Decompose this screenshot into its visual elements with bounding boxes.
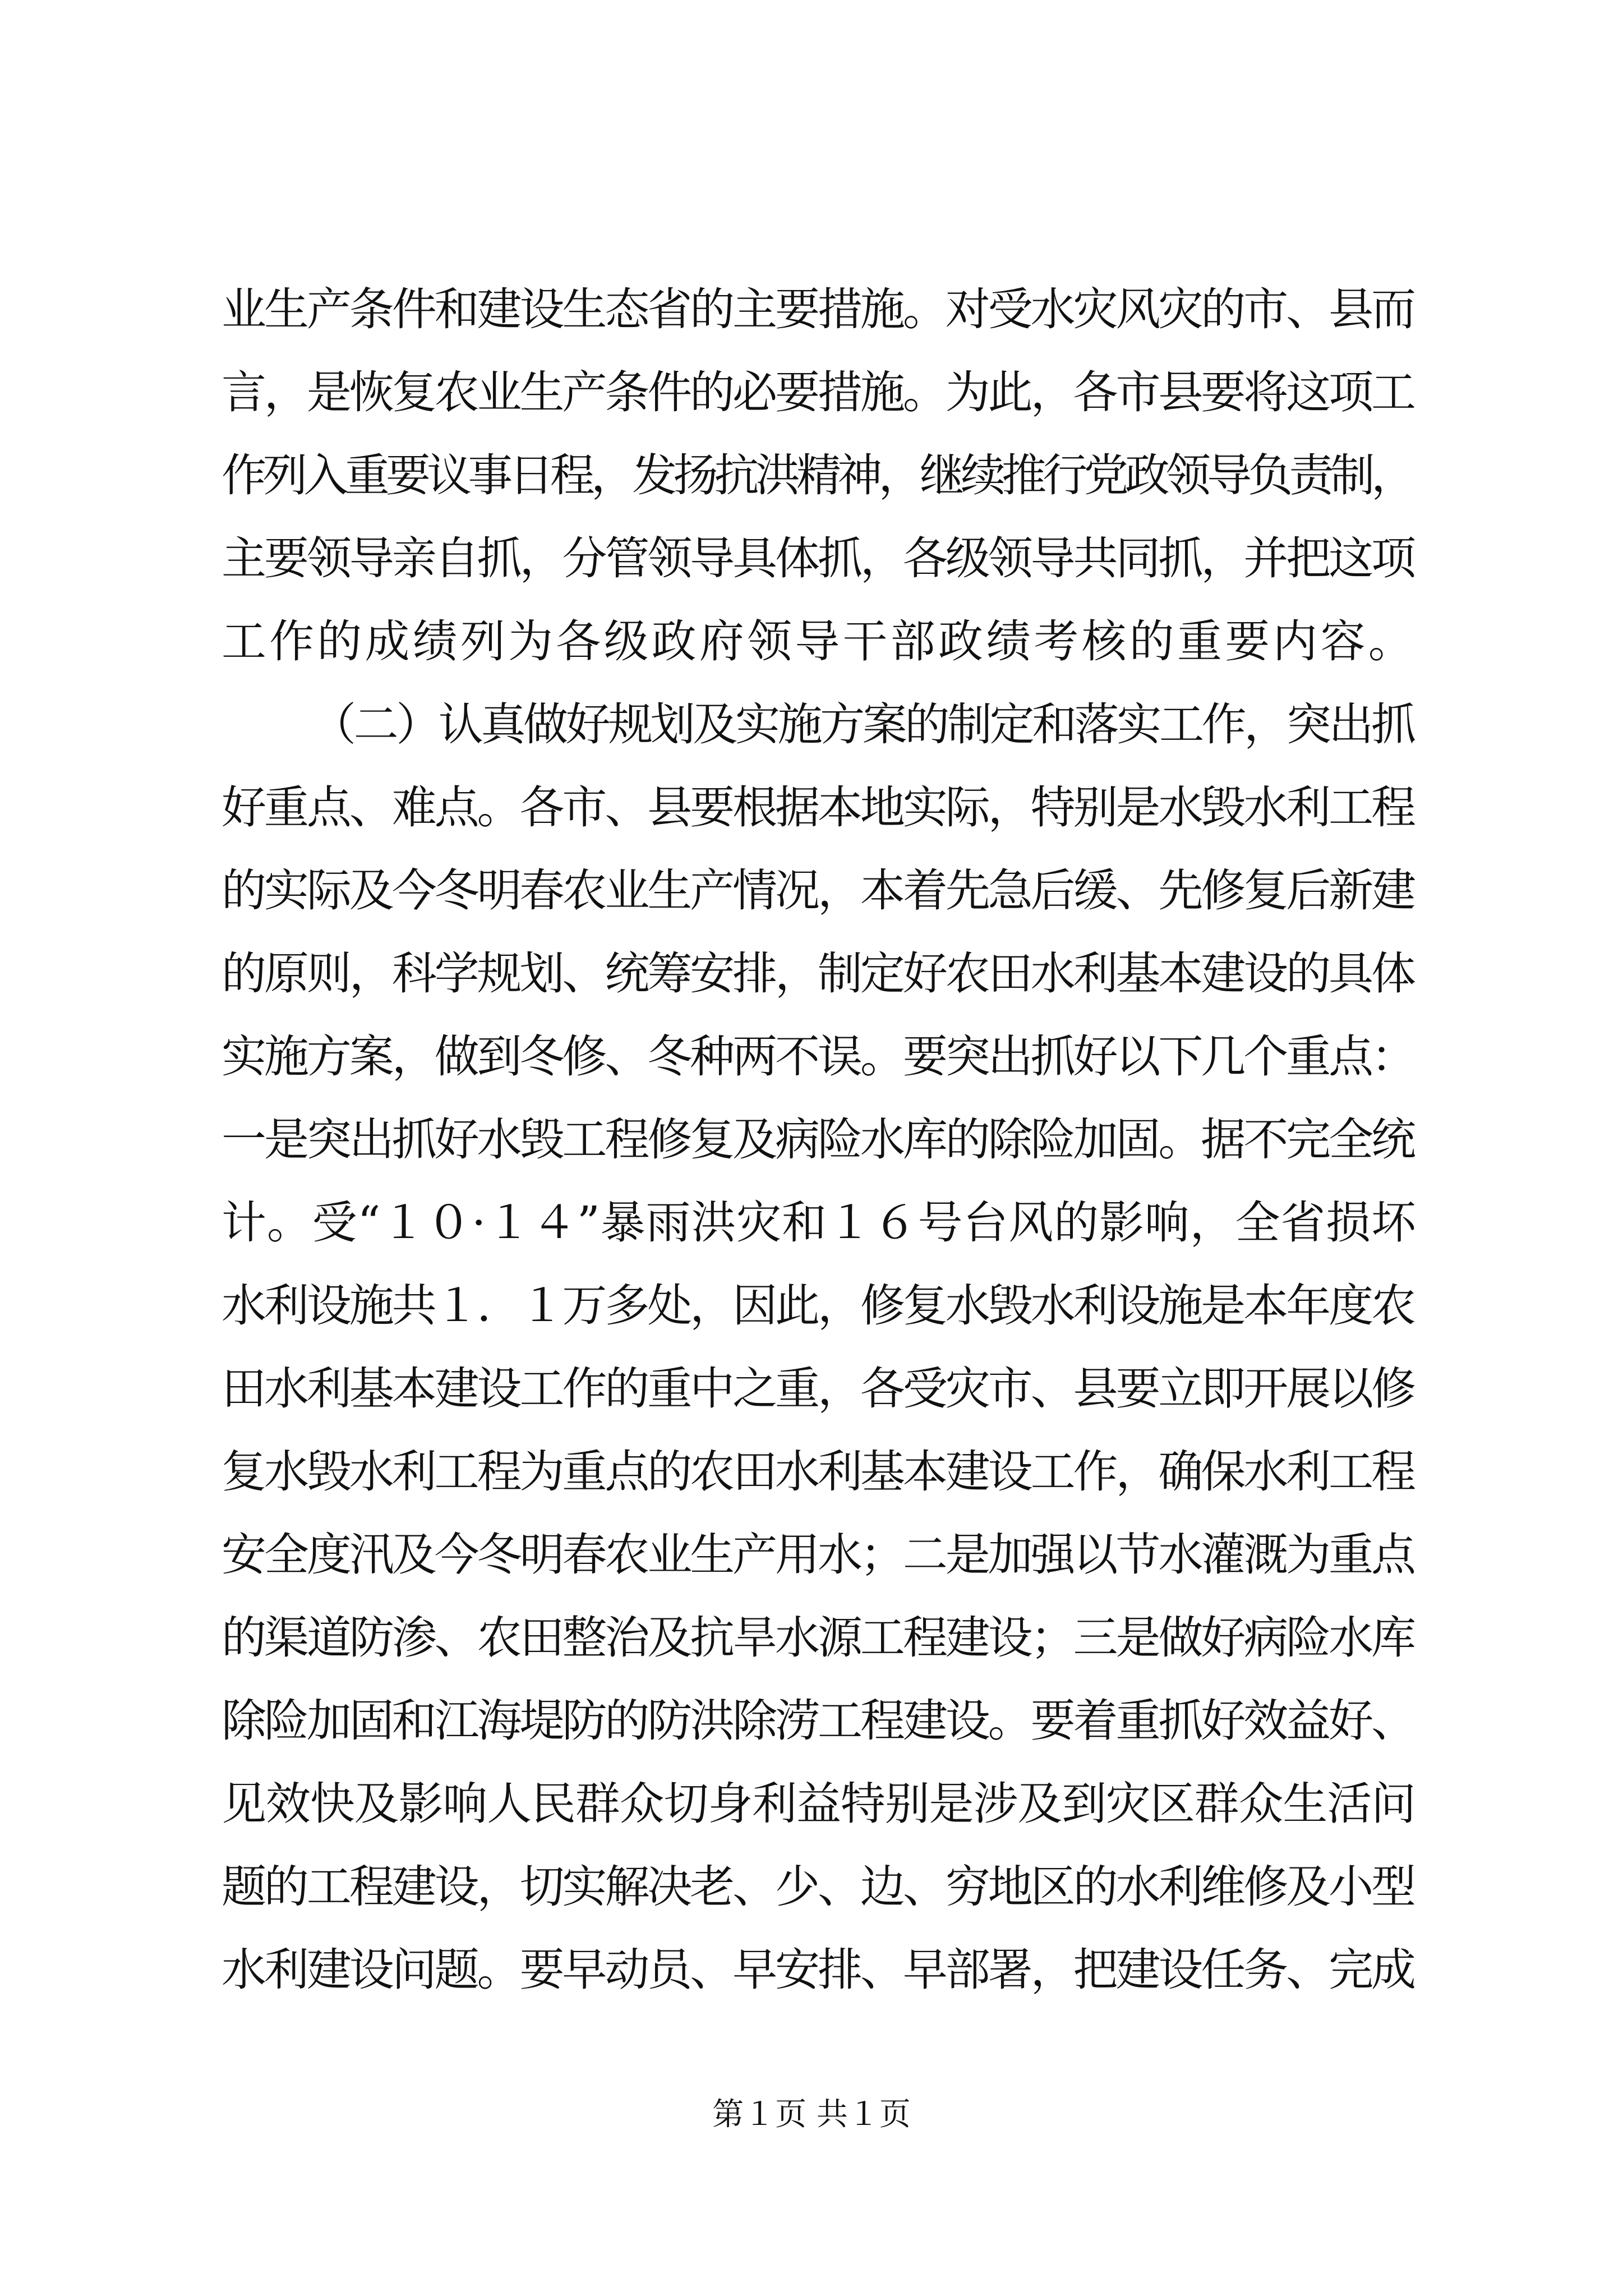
text-line-content: 题的工程建设，切实解决老、少、边、穷地区的水利维修及小型 (222, 1861, 1414, 1913)
text-line (222, 434, 1416, 517)
text-line (222, 1596, 1416, 1680)
text-line-content: 计。受“１０·１４”暴雨洪灾和１６号台风的影响，全省损坏 (222, 1197, 1417, 1249)
text-line (222, 683, 1416, 766)
text-line-content: 实施方案，做到冬修、冬种两不误。要突出抓好以下几个重点： (222, 1030, 1414, 1083)
text-line (222, 1264, 1416, 1347)
text-line-content: 好重点、难点。各市、县要根据本地实际，特别是水毁水利工程 (222, 781, 1414, 834)
text-line-content: 安全度汛及今冬明春农业生产用水；二是加强以节水灌溉为重点 (222, 1529, 1414, 1581)
text-line-content: 言，是恢复农业生产条件的必要措施。为此，各市县要将这项工 (222, 366, 1414, 418)
text-line (222, 517, 1416, 600)
text-line (222, 600, 1416, 683)
text-line (222, 1181, 1416, 1264)
text-line-content: 主要领导亲自抓，分管领导具体抓，各级领导共同抓，并把这项 (222, 532, 1414, 585)
text-line (222, 932, 1416, 1015)
text-line (222, 1430, 1416, 1513)
text-line-content: 田水利基本建设工作的重中之重，各受灾市、县要立即开展以修 (222, 1363, 1414, 1415)
text-line-content: 见效快及影响人民群众切身利益特别是涉及到灾区群众生活问 (222, 1778, 1415, 1830)
text-line-content: 的原则，科学规划、统筹安排，制定好农田水利基本建设的具体 (222, 947, 1414, 1000)
text-line-content: 一是突出抓好水毁工程修复及病险水库的除险加固。据不完全统 (222, 1114, 1414, 1166)
text-line (222, 268, 1416, 351)
text-line (222, 351, 1416, 434)
text-line-content: 的渠道防渗、农田整治及抗旱水源工程建设；三是做好病险水库 (222, 1612, 1414, 1664)
text-line (222, 1513, 1416, 1596)
text-line-content: 水利设施共１．１万多处，因此，修复水毁水利设施是本年度农 (222, 1280, 1414, 1332)
text-line (222, 1015, 1416, 1098)
text-line-content: 除险加固和江海堤防的防洪除涝工程建设。要着重抓好效益好、 (222, 1695, 1414, 1747)
text-line (222, 1929, 1416, 2012)
text-line (222, 1098, 1416, 1181)
text-line-content: 业生产条件和建设生态省的主要措施。对受水灾风灾的市、县而 (222, 283, 1414, 335)
text-line (222, 1763, 1416, 1846)
text-line-content: 复水毁水利工程为重点的农田水利基本建设工作，确保水利工程 (222, 1446, 1414, 1498)
text-line-content: 作列入重要议事日程，发扬抗洪精神，继续推行党政领导负责制， (222, 449, 1413, 501)
text-line (222, 849, 1416, 932)
text-line-content: （二）认真做好规划及实施方案的制定和落实工作，突出抓 (311, 698, 1414, 751)
text-line (222, 1347, 1416, 1430)
text-line-content: 的实际及今冬明春农业生产情况，本着先急后缓、先修复后新建 (222, 864, 1414, 917)
text-line-content: 水利建设问题。要早动员、早安排、早部署，把建设任务、完成 (222, 1944, 1414, 1996)
text-line (222, 1680, 1416, 1763)
text-line (222, 1846, 1416, 1929)
body-text (222, 268, 1416, 2012)
page-footer: 第１页 共１页 (712, 2096, 911, 2133)
text-line (222, 766, 1416, 849)
text-line-content: 工作的成绩列为各级政府领导干部政绩考核的重要内容。 (222, 615, 1416, 668)
